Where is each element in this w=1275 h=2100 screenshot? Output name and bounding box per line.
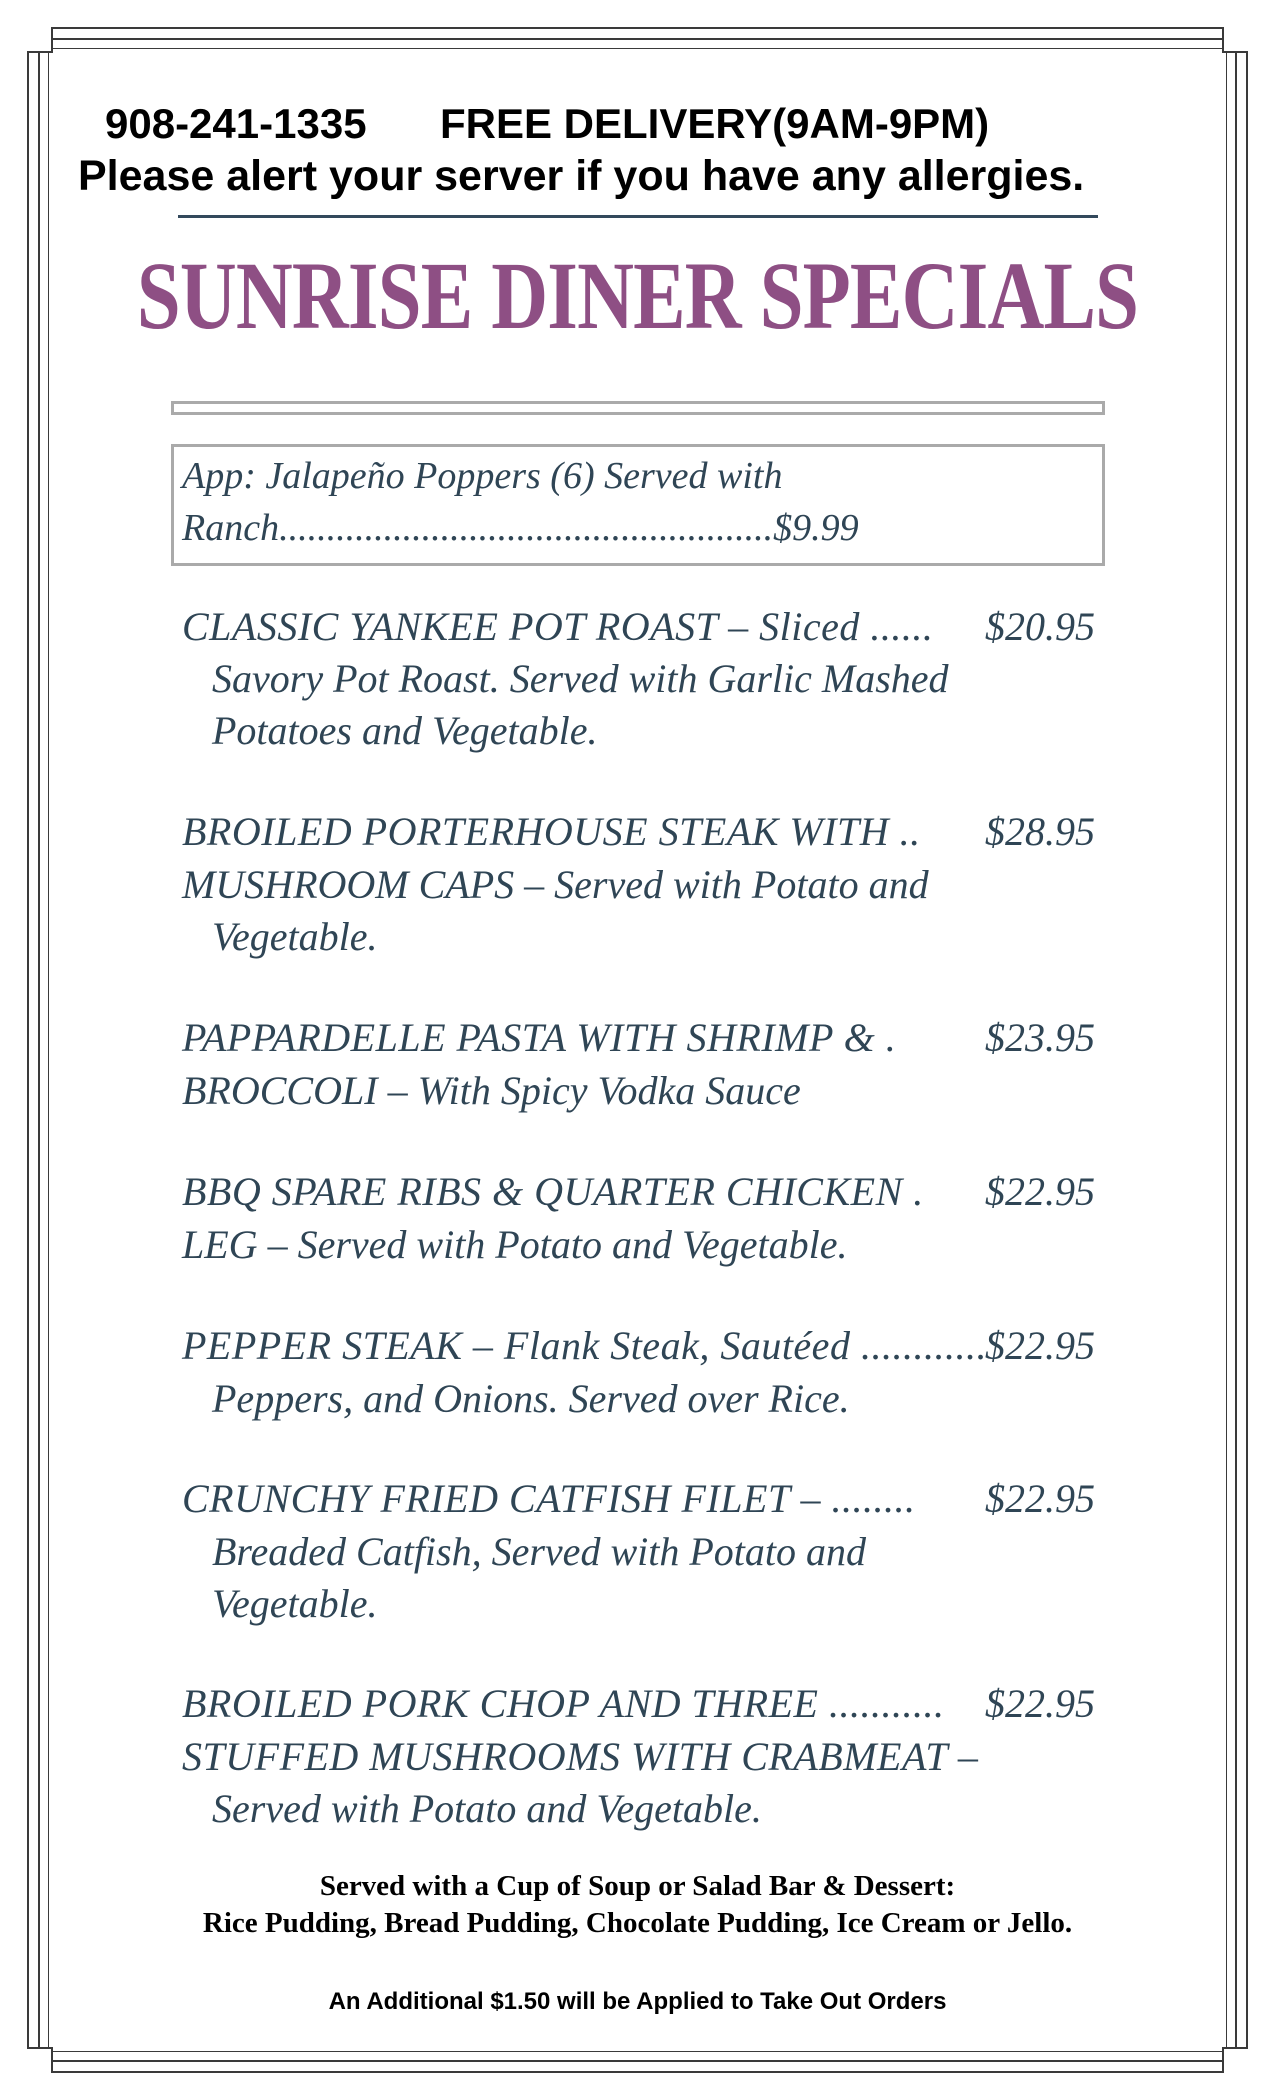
- title-underline-bar: [171, 401, 1105, 415]
- page-title: SUNRISE DINER SPECIALS: [136, 242, 1139, 349]
- item-description: Potatoes and Vegetable.: [212, 708, 598, 753]
- corner-ornament-bottom-left: [27, 2047, 53, 2073]
- item-price: $23.95: [985, 1015, 1095, 1060]
- item-description: Vegetable.: [212, 1581, 378, 1626]
- item-line: CRUNCHY FRIED CATFISH FILET – ........: [182, 1476, 916, 1521]
- appetizer-line-1: App: Jalapeño Poppers (6) Served with: [182, 455, 783, 497]
- item-line: PAPPARDELLE PASTA WITH SHRIMP & .: [182, 1015, 897, 1060]
- takeout-note: An Additional $1.50 will be Applied to Take Out Orders: [328, 1988, 947, 2015]
- item-price: $20.95: [985, 604, 1095, 649]
- item-description: MUSHROOM CAPS – Served with Potato and: [182, 862, 929, 907]
- corner-ornament-top-left: [27, 27, 53, 53]
- item-line: BROILED PORK CHOP AND THREE ...........: [182, 1681, 945, 1726]
- item-line: STUFFED MUSHROOMS WITH CRABMEAT –: [182, 1734, 979, 1779]
- header-divider: [178, 215, 1098, 218]
- item-description: Breaded Catfish, Served with Potato and: [212, 1529, 867, 1574]
- item-line: BROILED PORTERHOUSE STEAK WITH ..: [182, 809, 921, 854]
- corner-ornament-top-right: [1222, 27, 1248, 53]
- item-line: CLASSIC YANKEE POT ROAST – Sliced ......: [182, 604, 934, 649]
- appetizer-text: [182, 450, 859, 554]
- item-price: $28.95: [985, 809, 1095, 854]
- item-price: $22.95: [985, 1169, 1095, 1214]
- allergy-notice: Please alert your server if you have any allergies.: [78, 152, 1085, 200]
- appetizer-line-2: Ranch....................................................$9.99: [182, 507, 859, 549]
- corner-ornament-bottom-right: [1222, 2047, 1248, 2073]
- delivery-notice: FREE DELIVERY(9AM-9PM): [440, 100, 990, 147]
- item-description: Savory Pot Roast. Served with Garlic Mashed: [212, 656, 949, 701]
- item-price: $22.95: [985, 1323, 1095, 1368]
- item-description: Peppers, and Onions. Served over Rice.: [212, 1376, 850, 1421]
- dessert-options: Rice Pudding, Bread Pudding, Chocolate Pudding, Ice Cream or Jello.: [202, 1907, 1073, 1939]
- sides-note: Served with a Cup of Soup or Salad Bar & Dessert:: [319, 1870, 956, 1902]
- item-description: LEG – Served with Potato and Vegetable.: [182, 1222, 848, 1267]
- item-description: Vegetable.: [212, 914, 378, 959]
- item-line: PEPPER STEAK – Flank Steak, Sautéed ............: [182, 1323, 987, 1368]
- item-description: BROCCOLI – With Spicy Vodka Sauce: [182, 1068, 801, 1113]
- phone-number: 908-241-1335: [105, 100, 367, 147]
- item-description: Served with Potato and Vegetable.: [212, 1786, 762, 1831]
- item-price: $22.95: [985, 1476, 1095, 1521]
- item-price: $22.95: [985, 1681, 1095, 1726]
- item-line: BBQ SPARE RIBS & QUARTER CHICKEN .: [182, 1169, 924, 1214]
